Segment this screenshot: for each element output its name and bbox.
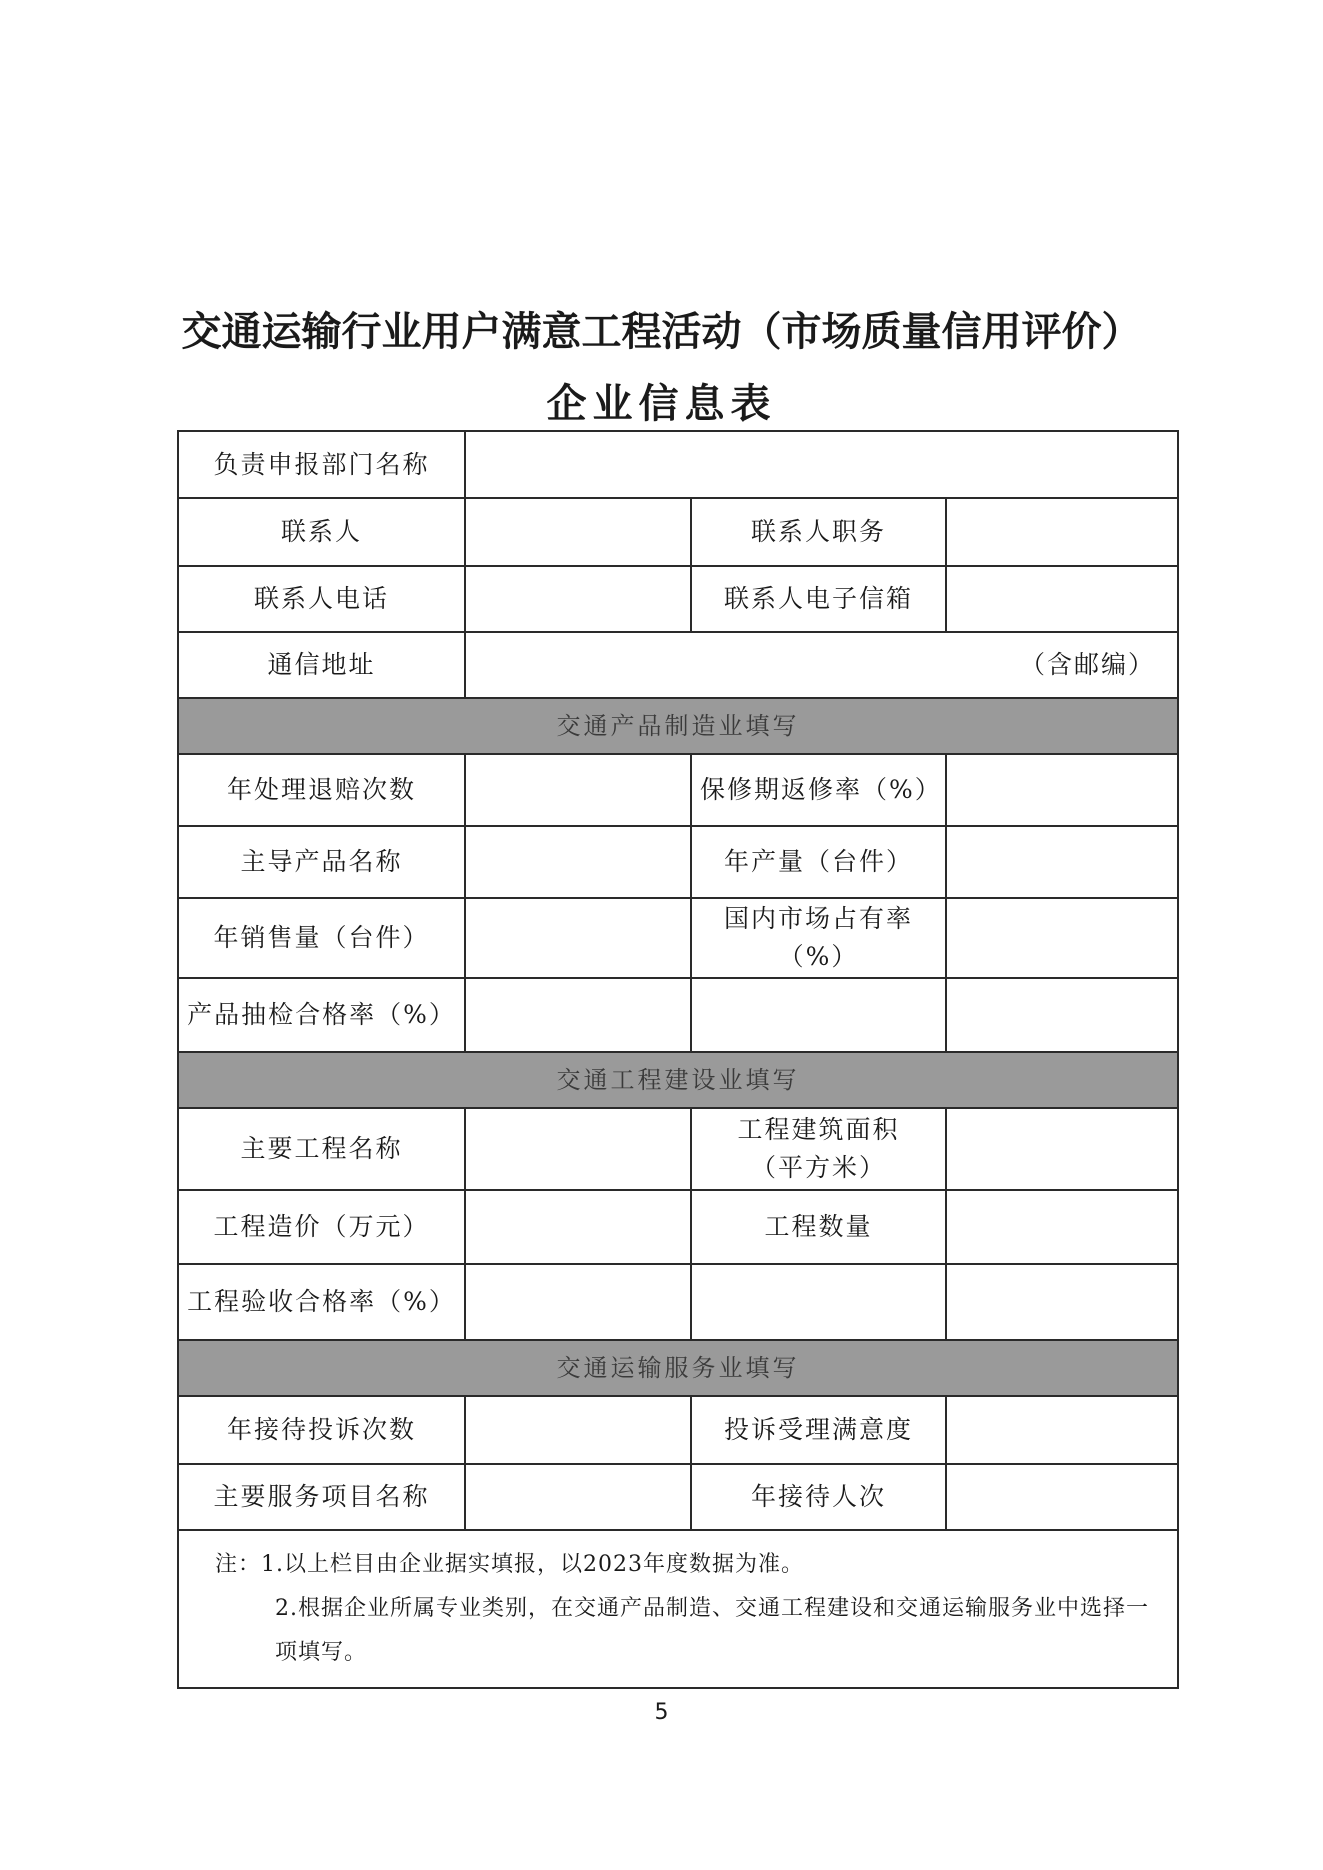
product-field[interactable]: [465, 826, 691, 898]
pass-rate-field[interactable]: [465, 978, 691, 1052]
dept-field[interactable]: [465, 431, 1178, 498]
address-label: 通信地址: [178, 632, 465, 698]
table-row: [178, 1464, 1178, 1530]
table-row: [178, 1108, 1178, 1190]
contact-field[interactable]: [465, 498, 691, 566]
satisfaction-field[interactable]: [946, 1396, 1178, 1464]
dept-label: 负责申报部门名称: [178, 431, 465, 498]
pass-rate-label: 产品抽检合格率（%）: [178, 978, 465, 1052]
area-label-line2: （平方米）: [750, 1153, 886, 1182]
acceptance-rate-field[interactable]: [465, 1264, 691, 1340]
section-header-row: [178, 698, 1178, 754]
market-share-label-line1: 国内市场占有率: [723, 904, 913, 933]
sales-label: 年销售量（台件）: [178, 898, 465, 978]
visitors-field[interactable]: [946, 1464, 1178, 1530]
section-header-row: [178, 1340, 1178, 1396]
table-row: [178, 1396, 1178, 1464]
market-share-field[interactable]: [946, 898, 1178, 978]
satisfaction-label: 投诉受理满意度: [691, 1396, 946, 1464]
area-label: [691, 1108, 946, 1190]
project-count-field[interactable]: [946, 1190, 1178, 1264]
table-row: [178, 1264, 1178, 1340]
claims-label: 年处理退赔次数: [178, 754, 465, 826]
document-subtitle: 企业信息表: [546, 381, 777, 427]
table-row: [178, 498, 1178, 566]
area-label-line1: 工程建筑面积: [737, 1115, 900, 1144]
cost-field[interactable]: [465, 1190, 691, 1264]
document-title: 交通运输行业用户满意工程活动（市场质量信用评价）: [181, 309, 1142, 355]
service-items-label: 主要服务项目名称: [178, 1464, 465, 1530]
table-row: [178, 431, 1178, 498]
notes-cell: [178, 1530, 1178, 1688]
market-share-label: [691, 898, 946, 978]
construction-section-header: 交通工程建设业填写: [178, 1052, 1178, 1108]
table-row: [178, 566, 1178, 632]
market-share-label-line2: （%）: [778, 942, 859, 971]
contact-title-field[interactable]: [946, 498, 1178, 566]
phone-field[interactable]: [465, 566, 691, 632]
note-line: 2.根据企业所属专业类别，在交通产品制造、交通工程建设和交通运输服务业中选择一: [275, 1596, 1149, 1621]
sales-field[interactable]: [465, 898, 691, 978]
service-section-header: 交通运输服务业填写: [178, 1340, 1178, 1396]
page-number: 5: [654, 1700, 669, 1725]
blank-cell: [946, 1264, 1178, 1340]
address-postcode-hint: （含邮编）: [1019, 650, 1155, 679]
table-row: [178, 1190, 1178, 1264]
note-line: 注：1.以上栏目由企业据实填报，以2023年度数据为准。: [215, 1552, 804, 1577]
blank-cell: [691, 1264, 946, 1340]
area-field[interactable]: [946, 1108, 1178, 1190]
blank-cell: [946, 978, 1178, 1052]
phone-label: 联系人电话: [178, 566, 465, 632]
blank-cell: [691, 978, 946, 1052]
manufacturing-section-header: 交通产品制造业填写: [178, 698, 1178, 754]
claims-field[interactable]: [465, 754, 691, 826]
table-row: [178, 826, 1178, 898]
contact-label: 联系人: [178, 498, 465, 566]
table-row: [178, 898, 1178, 978]
project-label: 主要工程名称: [178, 1108, 465, 1190]
service-items-field[interactable]: [465, 1464, 691, 1530]
cost-label: 工程造价（万元）: [178, 1190, 465, 1264]
repair-rate-label: 保修期返修率（%）: [691, 754, 946, 826]
project-field[interactable]: [465, 1108, 691, 1190]
output-field[interactable]: [946, 826, 1178, 898]
complaints-label: 年接待投诉次数: [178, 1396, 465, 1464]
table-row: [178, 754, 1178, 826]
acceptance-rate-label: 工程验收合格率（%）: [178, 1264, 465, 1340]
email-field[interactable]: [946, 566, 1178, 632]
table-row: [178, 978, 1178, 1052]
contact-title-label: 联系人职务: [691, 498, 946, 566]
address-field[interactable]: [465, 632, 1178, 698]
notes-row: [178, 1530, 1178, 1688]
enterprise-info-table: [177, 430, 1179, 1689]
project-count-label: 工程数量: [691, 1190, 946, 1264]
table-row: [178, 632, 1178, 698]
visitors-label: 年接待人次: [691, 1464, 946, 1530]
complaints-field[interactable]: [465, 1396, 691, 1464]
repair-rate-field[interactable]: [946, 754, 1178, 826]
email-label: 联系人电子信箱: [691, 566, 946, 632]
section-header-row: [178, 1052, 1178, 1108]
product-label: 主导产品名称: [178, 826, 465, 898]
output-label: 年产量（台件）: [691, 826, 946, 898]
note-line: 项填写。: [275, 1640, 368, 1665]
